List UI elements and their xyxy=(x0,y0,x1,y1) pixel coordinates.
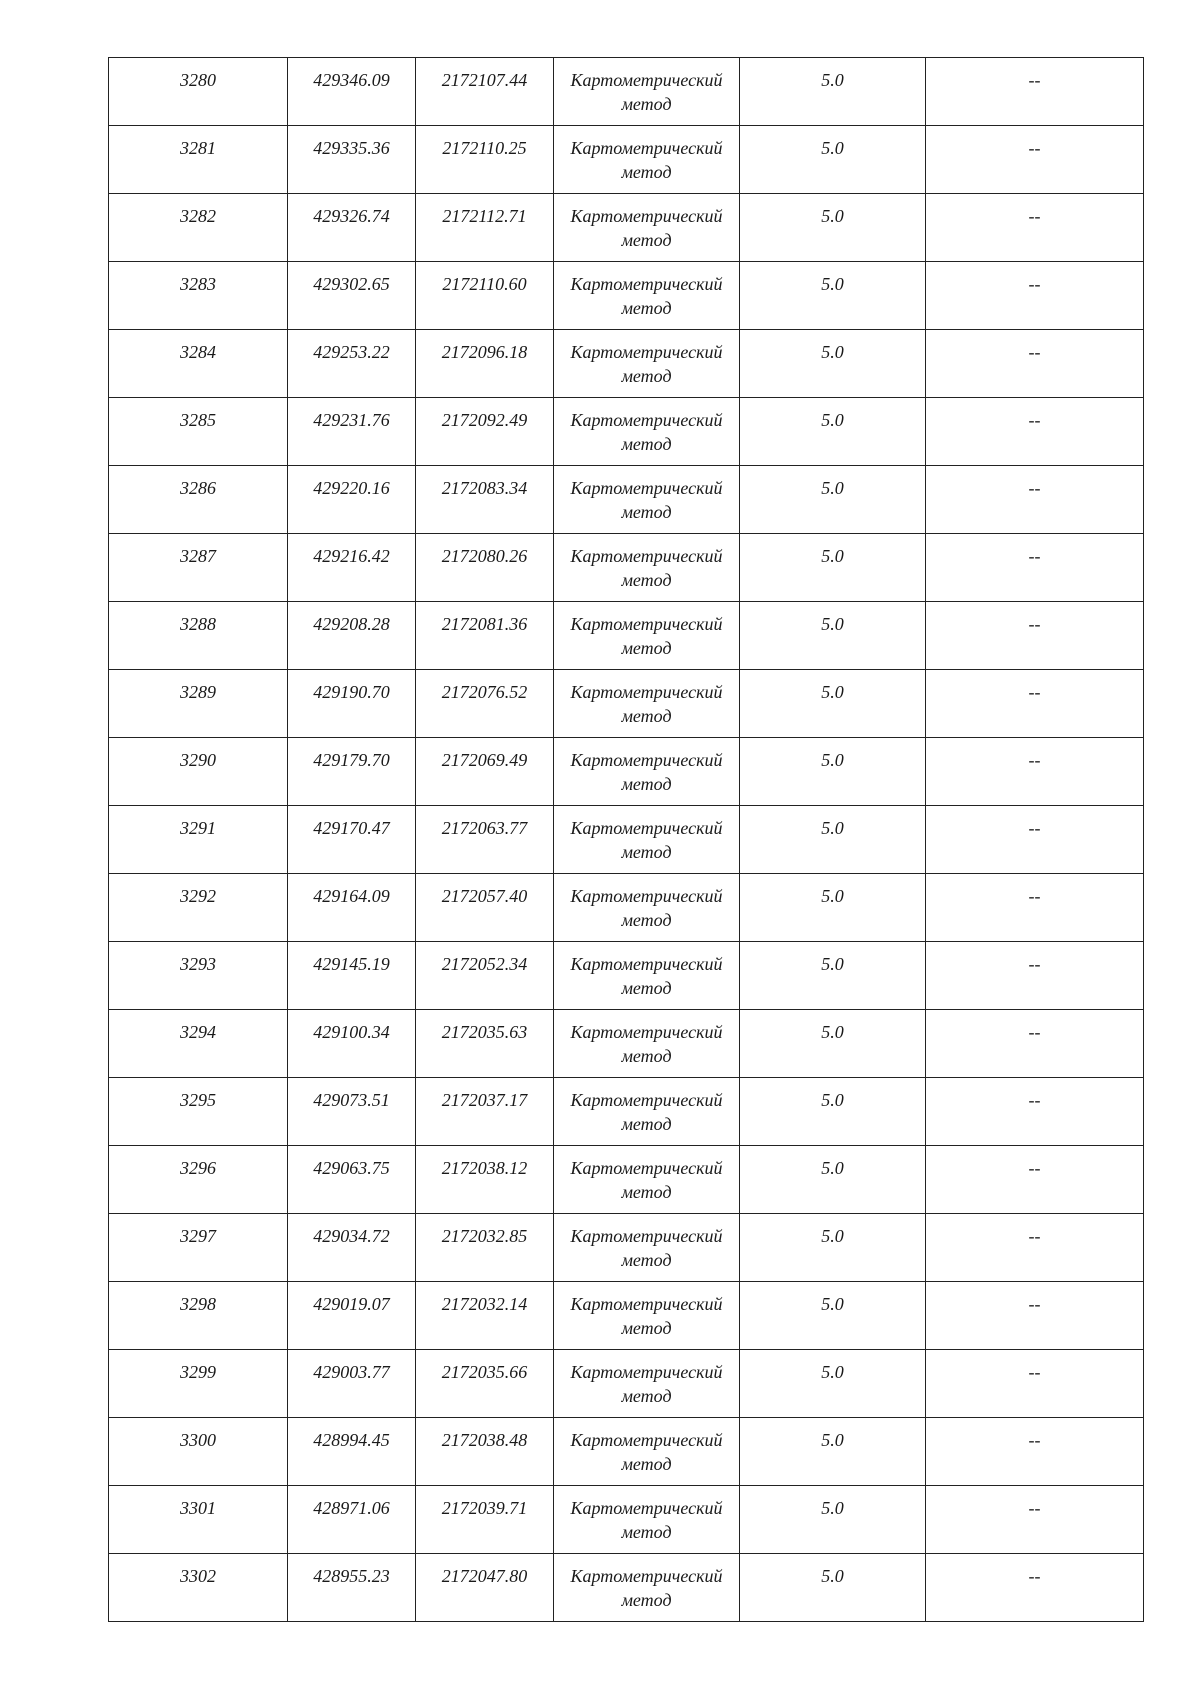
y-coordinate-cell: 2172112.71 xyxy=(416,194,554,262)
note-cell: -- xyxy=(926,262,1144,330)
method-line-2: метод xyxy=(621,706,672,726)
table-row xyxy=(109,1350,1144,1418)
method-line-1: Картометрический xyxy=(570,1158,723,1178)
x-coordinate-cell: 429100.34 xyxy=(288,1010,416,1078)
point-number-cell: 3281 xyxy=(109,126,288,194)
method-line-1: Картометрический xyxy=(570,206,723,226)
table-row xyxy=(109,806,1144,874)
table-row xyxy=(109,1486,1144,1554)
method-line-2: метод xyxy=(621,1318,672,1338)
table-row xyxy=(109,1214,1144,1282)
accuracy-cell: 5.0 xyxy=(740,602,926,670)
x-coordinate-cell: 429164.09 xyxy=(288,874,416,942)
x-coordinate-cell: 429034.72 xyxy=(288,1214,416,1282)
method-cell xyxy=(554,58,740,126)
accuracy-cell: 5.0 xyxy=(740,466,926,534)
point-number-cell: 3290 xyxy=(109,738,288,806)
method-line-1: Картометрический xyxy=(570,1294,723,1314)
y-coordinate-cell: 2172052.34 xyxy=(416,942,554,1010)
method-line-1: Картометрический xyxy=(570,70,723,90)
accuracy-cell: 5.0 xyxy=(740,806,926,874)
method-line-2: метод xyxy=(621,366,672,386)
method-line-2: метод xyxy=(621,434,672,454)
method-line-1: Картометрический xyxy=(570,1090,723,1110)
method-cell xyxy=(554,1486,740,1554)
method-cell xyxy=(554,466,740,534)
note-cell: -- xyxy=(926,58,1144,126)
table-row xyxy=(109,942,1144,1010)
table-row xyxy=(109,1146,1144,1214)
method-line-1: Картометрический xyxy=(570,1226,723,1246)
table-row xyxy=(109,602,1144,670)
y-coordinate-cell: 2172047.80 xyxy=(416,1554,554,1622)
y-coordinate-cell: 2172080.26 xyxy=(416,534,554,602)
method-line-1: Картометрический xyxy=(570,954,723,974)
x-coordinate-cell: 429019.07 xyxy=(288,1282,416,1350)
note-cell: -- xyxy=(926,1214,1144,1282)
accuracy-cell: 5.0 xyxy=(740,262,926,330)
accuracy-cell: 5.0 xyxy=(740,58,926,126)
method-line-2: метод xyxy=(621,774,672,794)
y-coordinate-cell: 2172107.44 xyxy=(416,58,554,126)
note-cell: -- xyxy=(926,1282,1144,1350)
method-cell xyxy=(554,1146,740,1214)
method-cell xyxy=(554,602,740,670)
method-line-2: метод xyxy=(621,638,672,658)
y-coordinate-cell: 2172092.49 xyxy=(416,398,554,466)
method-cell xyxy=(554,670,740,738)
accuracy-cell: 5.0 xyxy=(740,1350,926,1418)
point-number-cell: 3302 xyxy=(109,1554,288,1622)
accuracy-cell: 5.0 xyxy=(740,398,926,466)
x-coordinate-cell: 429170.47 xyxy=(288,806,416,874)
method-cell xyxy=(554,1350,740,1418)
y-coordinate-cell: 2172032.14 xyxy=(416,1282,554,1350)
note-cell: -- xyxy=(926,738,1144,806)
point-number-cell: 3282 xyxy=(109,194,288,262)
x-coordinate-cell: 429302.65 xyxy=(288,262,416,330)
y-coordinate-cell: 2172063.77 xyxy=(416,806,554,874)
note-cell: -- xyxy=(926,602,1144,670)
accuracy-cell: 5.0 xyxy=(740,534,926,602)
table-row xyxy=(109,262,1144,330)
method-cell xyxy=(554,262,740,330)
method-cell xyxy=(554,194,740,262)
method-cell xyxy=(554,874,740,942)
method-line-2: метод xyxy=(621,1386,672,1406)
method-cell xyxy=(554,942,740,1010)
accuracy-cell: 5.0 xyxy=(740,1486,926,1554)
method-line-1: Картометрический xyxy=(570,818,723,838)
table-row xyxy=(109,466,1144,534)
point-number-cell: 3292 xyxy=(109,874,288,942)
x-coordinate-cell: 429145.19 xyxy=(288,942,416,1010)
table-row xyxy=(109,58,1144,126)
method-line-2: метод xyxy=(621,94,672,114)
point-number-cell: 3301 xyxy=(109,1486,288,1554)
method-line-2: метод xyxy=(621,230,672,250)
method-cell xyxy=(554,398,740,466)
method-cell xyxy=(554,1010,740,1078)
method-line-2: метод xyxy=(621,910,672,930)
y-coordinate-cell: 2172032.85 xyxy=(416,1214,554,1282)
point-number-cell: 3300 xyxy=(109,1418,288,1486)
note-cell: -- xyxy=(926,670,1144,738)
accuracy-cell: 5.0 xyxy=(740,1282,926,1350)
point-number-cell: 3293 xyxy=(109,942,288,1010)
x-coordinate-cell: 429216.42 xyxy=(288,534,416,602)
point-number-cell: 3294 xyxy=(109,1010,288,1078)
table-row xyxy=(109,738,1144,806)
method-line-2: метод xyxy=(621,162,672,182)
point-number-cell: 3284 xyxy=(109,330,288,398)
method-line-1: Картометрический xyxy=(570,1566,723,1586)
y-coordinate-cell: 2172038.48 xyxy=(416,1418,554,1486)
method-line-2: метод xyxy=(621,298,672,318)
y-coordinate-cell: 2172035.66 xyxy=(416,1350,554,1418)
x-coordinate-cell: 429003.77 xyxy=(288,1350,416,1418)
point-number-cell: 3283 xyxy=(109,262,288,330)
y-coordinate-cell: 2172069.49 xyxy=(416,738,554,806)
point-number-cell: 3297 xyxy=(109,1214,288,1282)
table-row xyxy=(109,398,1144,466)
table-row xyxy=(109,1418,1144,1486)
accuracy-cell: 5.0 xyxy=(740,670,926,738)
x-coordinate-cell: 429326.74 xyxy=(288,194,416,262)
table-row xyxy=(109,670,1144,738)
point-number-cell: 3288 xyxy=(109,602,288,670)
method-line-2: метод xyxy=(621,1250,672,1270)
accuracy-cell: 5.0 xyxy=(740,1418,926,1486)
y-coordinate-cell: 2172076.52 xyxy=(416,670,554,738)
table-row xyxy=(109,534,1144,602)
accuracy-cell: 5.0 xyxy=(740,1010,926,1078)
method-line-2: метод xyxy=(621,842,672,862)
method-cell xyxy=(554,1078,740,1146)
method-line-1: Картометрический xyxy=(570,138,723,158)
method-cell xyxy=(554,534,740,602)
accuracy-cell: 5.0 xyxy=(740,738,926,806)
accuracy-cell: 5.0 xyxy=(740,942,926,1010)
accuracy-cell: 5.0 xyxy=(740,1078,926,1146)
method-line-1: Картометрический xyxy=(570,478,723,498)
method-line-2: метод xyxy=(621,1454,672,1474)
table-row xyxy=(109,1282,1144,1350)
method-cell xyxy=(554,330,740,398)
method-line-1: Картометрический xyxy=(570,750,723,770)
method-line-2: метод xyxy=(621,978,672,998)
note-cell: -- xyxy=(926,1146,1144,1214)
point-number-cell: 3295 xyxy=(109,1078,288,1146)
accuracy-cell: 5.0 xyxy=(740,126,926,194)
x-coordinate-cell: 429208.28 xyxy=(288,602,416,670)
note-cell: -- xyxy=(926,398,1144,466)
method-line-2: метод xyxy=(621,502,672,522)
method-line-1: Картометрический xyxy=(570,614,723,634)
note-cell: -- xyxy=(926,942,1144,1010)
method-line-2: метод xyxy=(621,1182,672,1202)
method-line-1: Картометрический xyxy=(570,1430,723,1450)
y-coordinate-cell: 2172037.17 xyxy=(416,1078,554,1146)
method-line-1: Картометрический xyxy=(570,1498,723,1518)
x-coordinate-cell: 429335.36 xyxy=(288,126,416,194)
note-cell: -- xyxy=(926,466,1144,534)
point-number-cell: 3287 xyxy=(109,534,288,602)
y-coordinate-cell: 2172039.71 xyxy=(416,1486,554,1554)
table-row xyxy=(109,194,1144,262)
x-coordinate-cell: 429179.70 xyxy=(288,738,416,806)
point-number-cell: 3289 xyxy=(109,670,288,738)
method-cell xyxy=(554,738,740,806)
point-number-cell: 3280 xyxy=(109,58,288,126)
method-line-1: Картометрический xyxy=(570,682,723,702)
note-cell: -- xyxy=(926,874,1144,942)
point-number-cell: 3298 xyxy=(109,1282,288,1350)
accuracy-cell: 5.0 xyxy=(740,194,926,262)
note-cell: -- xyxy=(926,1078,1144,1146)
method-cell xyxy=(554,1554,740,1622)
method-line-2: метод xyxy=(621,1046,672,1066)
note-cell: -- xyxy=(926,534,1144,602)
method-line-1: Картометрический xyxy=(570,1362,723,1382)
method-line-2: метод xyxy=(621,570,672,590)
coordinates-table-body xyxy=(109,58,1144,1622)
coordinates-table xyxy=(108,57,1144,1622)
method-line-2: метод xyxy=(621,1590,672,1610)
table-row xyxy=(109,1078,1144,1146)
method-line-1: Картометрический xyxy=(570,1022,723,1042)
note-cell: -- xyxy=(926,806,1144,874)
x-coordinate-cell: 428994.45 xyxy=(288,1418,416,1486)
table-row xyxy=(109,1010,1144,1078)
table-row xyxy=(109,874,1144,942)
method-cell xyxy=(554,126,740,194)
y-coordinate-cell: 2172110.25 xyxy=(416,126,554,194)
note-cell: -- xyxy=(926,1554,1144,1622)
method-line-1: Картометрический xyxy=(570,546,723,566)
table-row xyxy=(109,126,1144,194)
point-number-cell: 3296 xyxy=(109,1146,288,1214)
x-coordinate-cell: 429220.16 xyxy=(288,466,416,534)
accuracy-cell: 5.0 xyxy=(740,1214,926,1282)
accuracy-cell: 5.0 xyxy=(740,1554,926,1622)
point-number-cell: 3299 xyxy=(109,1350,288,1418)
x-coordinate-cell: 429231.76 xyxy=(288,398,416,466)
x-coordinate-cell: 428955.23 xyxy=(288,1554,416,1622)
point-number-cell: 3285 xyxy=(109,398,288,466)
x-coordinate-cell: 429063.75 xyxy=(288,1146,416,1214)
note-cell: -- xyxy=(926,1418,1144,1486)
x-coordinate-cell: 429346.09 xyxy=(288,58,416,126)
x-coordinate-cell: 429253.22 xyxy=(288,330,416,398)
note-cell: -- xyxy=(926,1010,1144,1078)
method-line-1: Картометрический xyxy=(570,274,723,294)
x-coordinate-cell: 428971.06 xyxy=(288,1486,416,1554)
x-coordinate-cell: 429073.51 xyxy=(288,1078,416,1146)
method-cell xyxy=(554,1282,740,1350)
y-coordinate-cell: 2172081.36 xyxy=(416,602,554,670)
accuracy-cell: 5.0 xyxy=(740,1146,926,1214)
point-number-cell: 3286 xyxy=(109,466,288,534)
note-cell: -- xyxy=(926,330,1144,398)
method-line-2: метод xyxy=(621,1114,672,1134)
accuracy-cell: 5.0 xyxy=(740,874,926,942)
y-coordinate-cell: 2172035.63 xyxy=(416,1010,554,1078)
y-coordinate-cell: 2172083.34 xyxy=(416,466,554,534)
x-coordinate-cell: 429190.70 xyxy=(288,670,416,738)
table-row xyxy=(109,1554,1144,1622)
y-coordinate-cell: 2172096.18 xyxy=(416,330,554,398)
point-number-cell: 3291 xyxy=(109,806,288,874)
note-cell: -- xyxy=(926,126,1144,194)
y-coordinate-cell: 2172057.40 xyxy=(416,874,554,942)
y-coordinate-cell: 2172110.60 xyxy=(416,262,554,330)
table-row xyxy=(109,330,1144,398)
method-line-1: Картометрический xyxy=(570,410,723,430)
method-line-1: Картометрический xyxy=(570,886,723,906)
note-cell: -- xyxy=(926,1350,1144,1418)
method-cell xyxy=(554,1214,740,1282)
method-cell xyxy=(554,1418,740,1486)
y-coordinate-cell: 2172038.12 xyxy=(416,1146,554,1214)
accuracy-cell: 5.0 xyxy=(740,330,926,398)
note-cell: -- xyxy=(926,194,1144,262)
method-cell xyxy=(554,806,740,874)
note-cell: -- xyxy=(926,1486,1144,1554)
method-line-1: Картометрический xyxy=(570,342,723,362)
method-line-2: метод xyxy=(621,1522,672,1542)
